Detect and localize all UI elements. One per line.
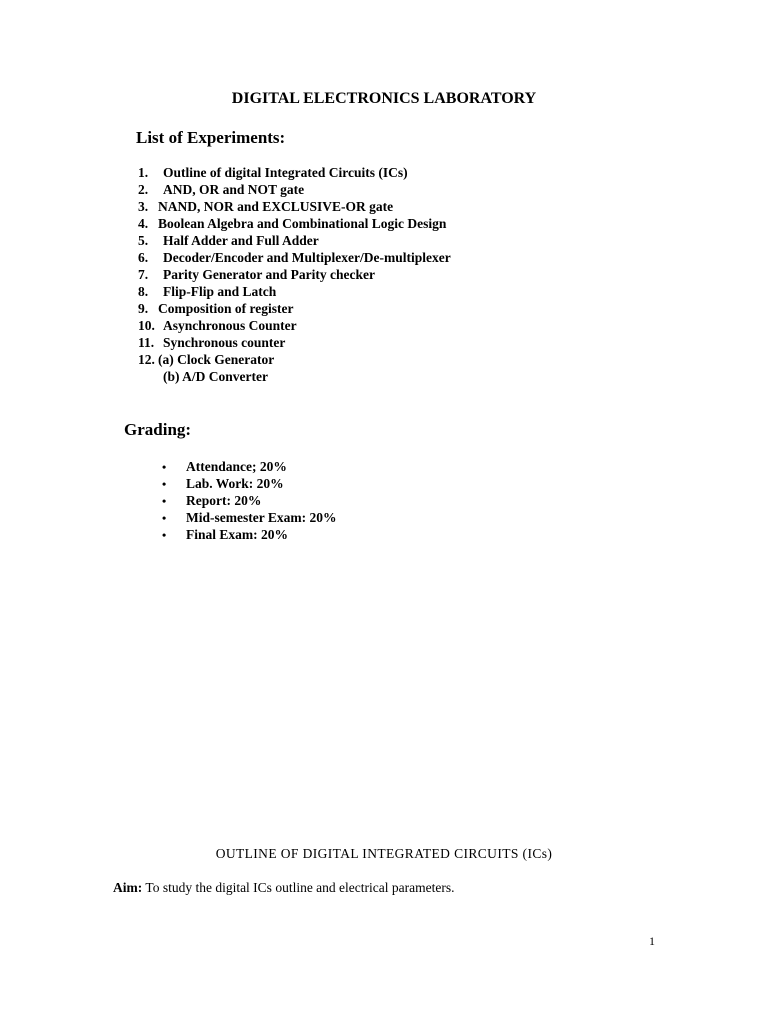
- item-text: Report: 20%: [186, 493, 262, 508]
- item-text: Outline of digital Integrated Circuits (ICs): [163, 165, 408, 180]
- list-item: [162, 475, 336, 492]
- item-text: Asynchronous Counter: [163, 318, 297, 333]
- list-item: [138, 266, 451, 283]
- list-item: [138, 283, 451, 300]
- bullet-icon: •: [162, 528, 167, 542]
- item-text: Composition of register: [158, 301, 294, 316]
- aim-statement: [113, 880, 454, 896]
- item-number: 2.: [138, 182, 149, 197]
- item-number: 4.: [138, 216, 149, 231]
- aim-text: To study the digital ICs outline and electrical parameters.: [145, 880, 455, 895]
- item-text: Final Exam: 20%: [186, 527, 289, 542]
- item-text: AND, OR and NOT gate: [163, 182, 305, 197]
- item-text: Half Adder and Full Adder: [163, 233, 319, 248]
- grading-list: [162, 458, 336, 543]
- item-text: (b) A/D Converter: [163, 369, 268, 384]
- list-item: [138, 334, 451, 351]
- list-item: [162, 492, 336, 509]
- aim-label: Aim:: [113, 880, 143, 895]
- item-number: 10.: [138, 318, 155, 333]
- item-number: 12.: [138, 352, 155, 367]
- bullet-icon: •: [162, 477, 167, 491]
- item-number: 1.: [138, 165, 149, 180]
- item-number: 11.: [138, 335, 155, 350]
- list-item: [138, 181, 451, 198]
- list-item: [138, 300, 451, 317]
- list-item: [162, 458, 336, 475]
- item-text: Decoder/Encoder and Multiplexer/De-multiplexer: [163, 250, 451, 265]
- page-number: 1: [649, 934, 655, 948]
- item-text: Lab. Work: 20%: [186, 476, 284, 491]
- item-text: Flip-Flip and Latch: [163, 284, 277, 299]
- list-item: [138, 351, 451, 368]
- bullet-icon: •: [162, 494, 167, 508]
- item-number: 5.: [138, 233, 149, 248]
- list-item: [162, 509, 336, 526]
- bullet-icon: •: [162, 511, 167, 525]
- item-text: Mid-semester Exam: 20%: [186, 510, 337, 525]
- item-number: 9.: [138, 301, 149, 316]
- item-text: Attendance; 20%: [186, 459, 287, 474]
- list-item: [138, 198, 451, 215]
- item-number: 8.: [138, 284, 149, 299]
- item-number: 7.: [138, 267, 149, 282]
- list-item: [138, 317, 451, 334]
- item-number: 6.: [138, 250, 149, 265]
- list-item: [138, 215, 451, 232]
- section-heading: OUTLINE OF DIGITAL INTEGRATED CIRCUITS (ICs): [215, 846, 553, 861]
- list-item: [138, 249, 451, 266]
- item-text: NAND, NOR and EXCLUSIVE-OR gate: [158, 199, 394, 214]
- item-text: Parity Generator and Parity checker: [163, 267, 375, 282]
- list-item: [138, 368, 451, 385]
- document-title: DIGITAL ELECTRONICS LABORATORY: [231, 90, 537, 107]
- experiments-list: [138, 164, 451, 385]
- bullet-icon: •: [162, 460, 167, 474]
- item-text: (a) Clock Generator: [158, 352, 275, 367]
- list-item: [138, 164, 451, 181]
- item-text: Boolean Algebra and Combinational Logic Design: [158, 216, 447, 231]
- list-item: [162, 526, 336, 543]
- item-number: 3.: [138, 199, 149, 214]
- list-item: [138, 232, 451, 249]
- experiments-heading: List of Experiments:: [136, 128, 286, 147]
- grading-heading: Grading:: [124, 420, 192, 439]
- item-text: Synchronous counter: [163, 335, 286, 350]
